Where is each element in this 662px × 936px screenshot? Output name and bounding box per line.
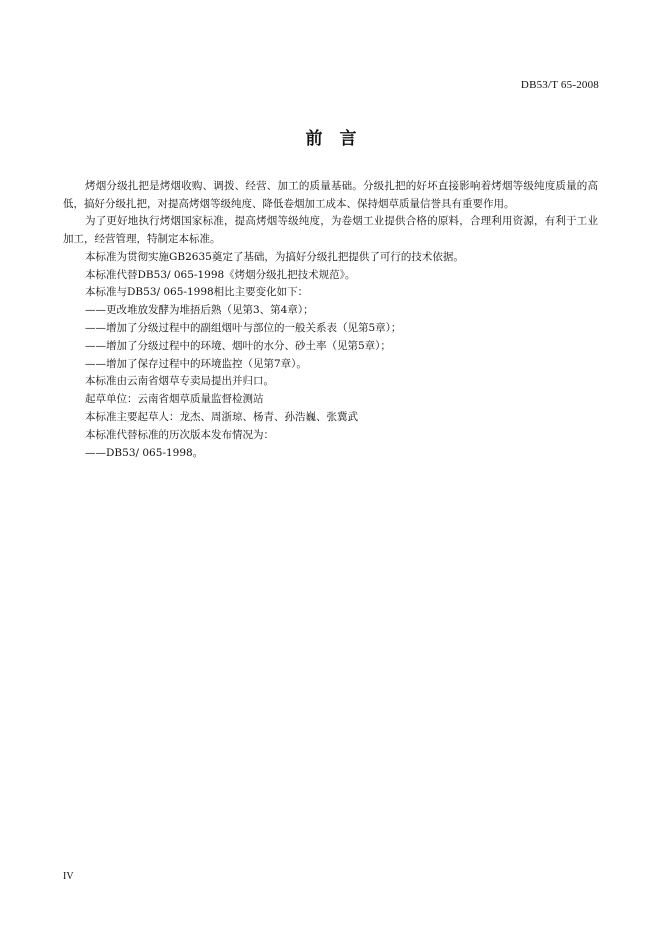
- paragraph-drafting-unit: 起草单位：云南省烟草质量监督检测站: [85, 393, 264, 406]
- paragraph-history-intro: 本标准代替标准的历次版本发布情况为：: [85, 428, 274, 441]
- document-code: DB53/T 65-2008: [520, 79, 599, 91]
- paragraph-changes-intro: 本标准与DB53/ 065-1998相比主要变化如下：: [85, 286, 309, 299]
- history-item: ——DB53/ 065-1998。: [85, 446, 204, 459]
- change-item: ——增加了分级过程中的副组烟叶与部位的一般关系表（见第5章）；: [85, 321, 402, 334]
- change-item: ——增加了分级过程中的环境、烟叶的水分、砂土率（见第5章）；: [85, 339, 391, 352]
- document-body: [63, 178, 598, 462]
- paragraph-basis: 本标准为贯彻实施GB2635奠定了基础，为搞好分级扎把提供了可行的技术依据。: [85, 250, 464, 263]
- page-number: IV: [63, 871, 74, 882]
- paragraph-purpose: 为了更好地执行烤烟国家标准，提高烤烟等级纯度，为卷烟工业提供合格的原料，合理利用资源，有利于工业加工，经营管理，特制定本标准。: [63, 215, 598, 245]
- change-item: ——增加了保存过程中的环境监控（见第7章）。: [85, 357, 307, 370]
- paragraph-replaces: 本标准代替DB53/ 065-1998《烤烟分级扎把技术规范》。: [85, 268, 356, 281]
- paragraph-drafters: 本标准主要起草人：龙杰、周浙琼、杨青、孙浩巍、张冀武: [85, 410, 358, 423]
- paragraph-proposer: 本标准由云南省烟草专卖局提出并归口。: [85, 375, 274, 388]
- change-item: ——更改堆放发酵为堆捂后熟（见第3、第4章）；: [85, 304, 314, 317]
- page-title: 前 言: [305, 129, 357, 149]
- paragraph-intro: 烤烟分级扎把是烤烟收购、调拨、经营、加工的质量基础。分级扎把的好坏直接影响着烤烟等级纯度质量的高低，搞好分级扎把，对提高烤烟等级纯度、降低卷烟加工成本、保持烟草质量信誉具有重要作用。: [63, 180, 598, 210]
